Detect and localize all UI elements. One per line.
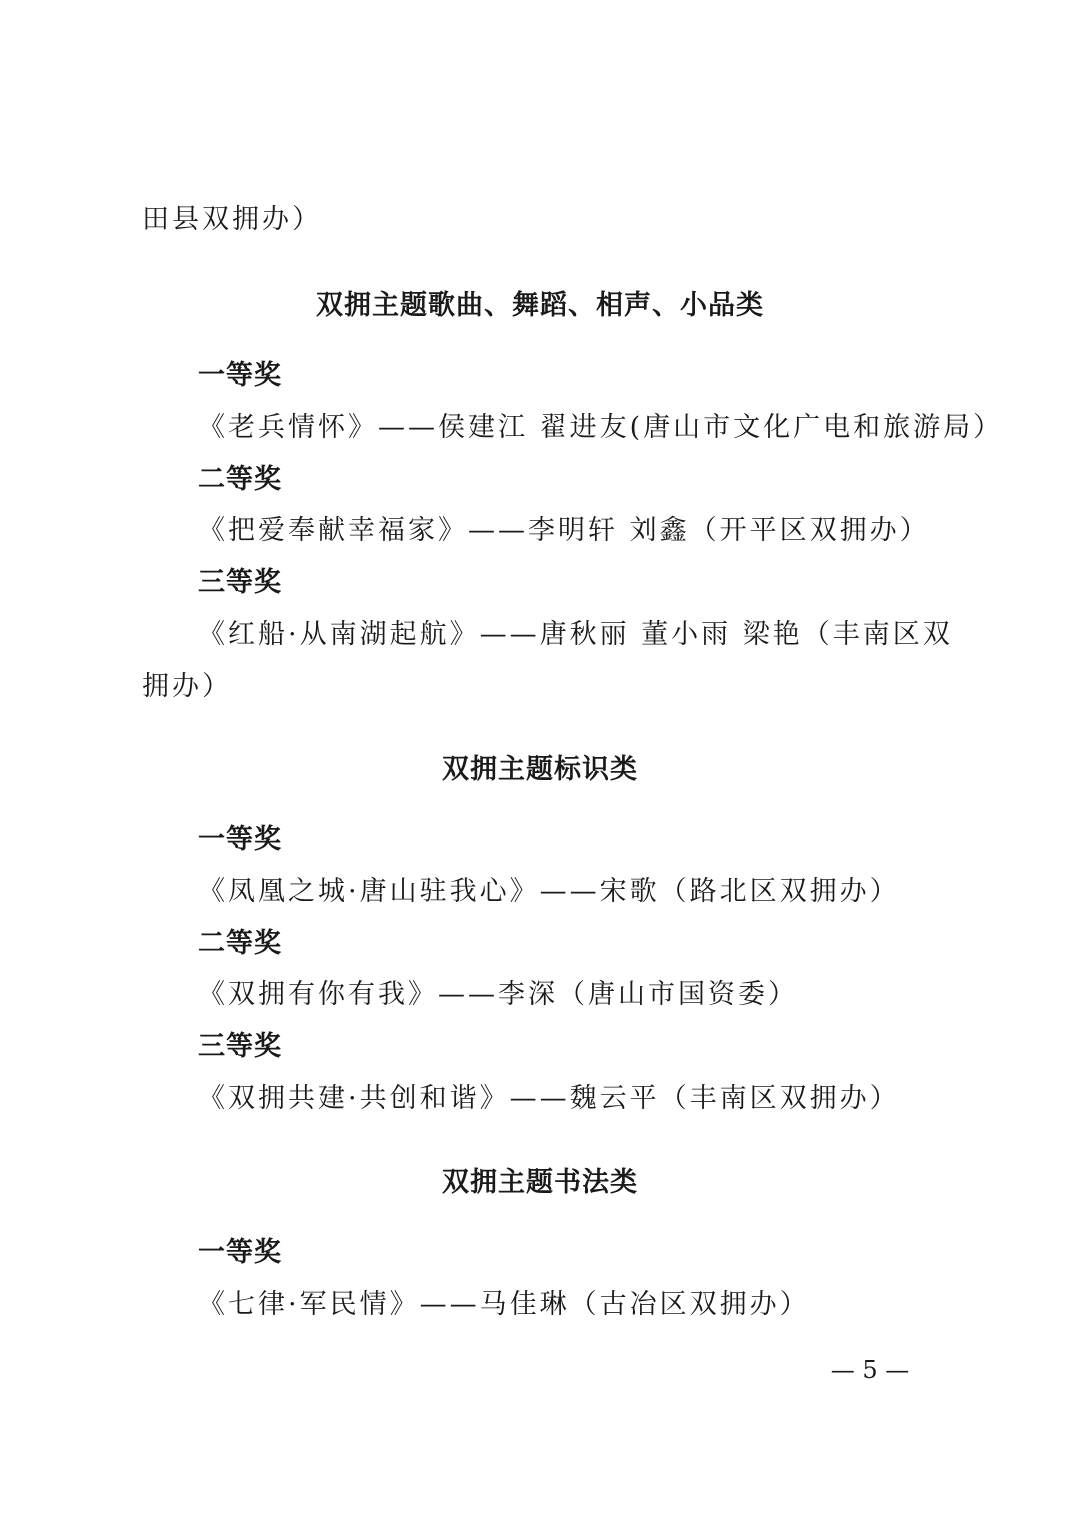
section-title: 双拥主题歌曲、舞蹈、相声、小品类: [316, 290, 764, 321]
award-level: 三等奖: [198, 567, 282, 598]
award-level: 二等奖: [198, 464, 282, 495]
award-entry-continuation: 拥办）: [142, 671, 232, 702]
award-level: 一等奖: [198, 824, 282, 855]
page-number: — 5 —: [830, 1356, 910, 1384]
award-level: 一等奖: [198, 360, 282, 391]
award-entry: 《双拥有你有我》——李深（唐山市国资委）: [198, 979, 798, 1010]
award-level: 一等奖: [198, 1237, 282, 1268]
section-title: 双拥主题书法类: [442, 1167, 638, 1198]
award-entry: 《七律·军民情》——马佳琳（古冶区双拥办）: [198, 1289, 810, 1320]
award-entry: 《凤凰之城·唐山驻我心》——宋歌（路北区双拥办）: [198, 876, 900, 907]
continuation-text: 田县双拥办）: [142, 204, 322, 235]
award-entry: 《老兵情怀》——侯建江 翟进友(唐山市文化广电和旅游局）: [198, 412, 1004, 443]
award-entry: 《双拥共建·共创和谐》——魏云平（丰南区双拥办）: [198, 1083, 900, 1114]
section-title: 双拥主题标识类: [442, 754, 638, 785]
award-level: 二等奖: [198, 928, 282, 959]
award-level: 三等奖: [198, 1031, 282, 1062]
award-entry: 《把爱奉献幸福家》——李明轩 刘鑫（开平区双拥办）: [198, 515, 930, 546]
award-entry: 《红船·从南湖起航》——唐秋丽 董小雨 梁艳（丰南区双: [198, 619, 953, 650]
